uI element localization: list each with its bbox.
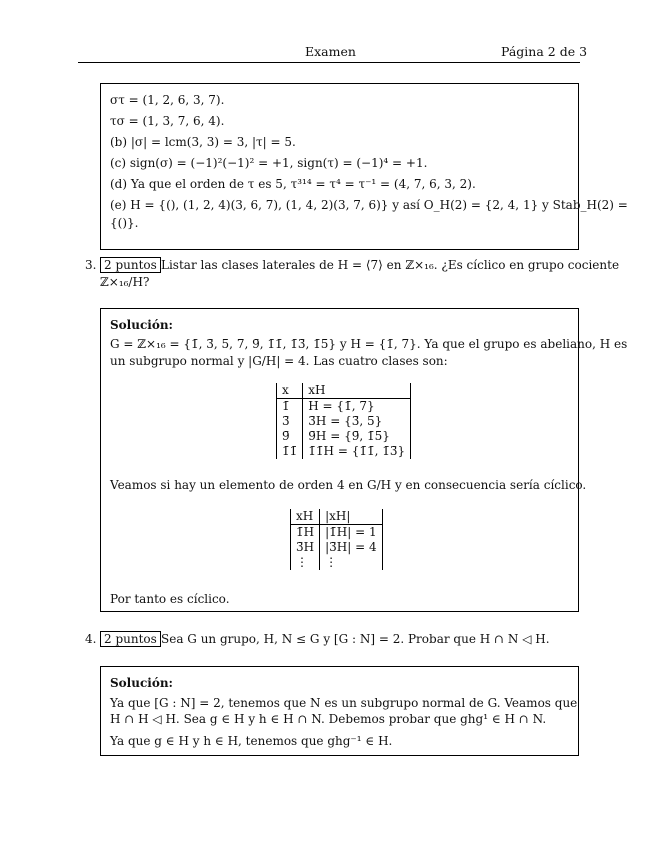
question-3-number: 3. bbox=[85, 258, 97, 272]
sol-line-tau-sigma: τσ = (1, 3, 7, 6, 4). bbox=[110, 114, 225, 128]
header-rule bbox=[78, 62, 580, 63]
question-3-text-cont: ℤ×₁₆/H? bbox=[100, 275, 150, 289]
table-row bbox=[277, 414, 411, 429]
cell-x: 1̄1̄ bbox=[277, 444, 303, 459]
solution-4-line-1: Ya que [G : N] = 2, tenemos que N es un subgrupo normal de G. Veamos que bbox=[110, 696, 578, 710]
solution-3-line-4: Por tanto es cíclico. bbox=[110, 592, 230, 606]
table-row bbox=[277, 429, 411, 444]
question-4-number: 4. bbox=[85, 632, 97, 646]
orders-header-xh: xH bbox=[291, 509, 320, 525]
cosets-header-xh: xH bbox=[303, 383, 411, 399]
solution-3-line-2: un subgrupo normal y |G/H| = 4. Las cuatro clases son: bbox=[110, 354, 448, 368]
question-4-text: Sea G un grupo, H, N ≤ G y [G : N] = 2. Probar que H ∩ N ◁ H. bbox=[161, 632, 550, 646]
question-4-points: 2 puntos bbox=[100, 631, 161, 647]
solution-3-line-3: Veamos si hay un elemento de orden 4 en G/H y en consecuencia sería cíclico. bbox=[110, 478, 587, 492]
cell-x: 1̄ bbox=[277, 399, 303, 415]
table-row bbox=[291, 525, 383, 541]
solution-4-line-3: Ya que g ∈ H y h ∈ H, tenemos que ghg⁻¹ ∈ H. bbox=[110, 734, 393, 748]
cell-order: |3̄H| = 4 bbox=[320, 540, 383, 555]
sol-line-d: (d) Ya que el orden de τ es 5, τ³¹⁴ = τ⁴ = τ⁻¹ = (4, 7, 6, 3, 2). bbox=[110, 177, 476, 191]
table-row bbox=[277, 444, 411, 459]
cosets-header-x: x bbox=[277, 383, 303, 399]
cell-xh: H = {1̄, 7̄} bbox=[303, 399, 411, 415]
table-row bbox=[291, 555, 383, 570]
cell-xh: 3̄H = {3̄, 5̄} bbox=[303, 414, 411, 429]
solution-3-line-1: G = ℤ×₁₆ = {1̄, 3̄, 5̄, 7̄, 9̄, 1̄1̄, 1̄3̄, 1̄5̄} y H = {1̄, 7̄}. Ya que el grupo es abeliano, H es bbox=[110, 337, 628, 351]
cell-coset: ⋮ bbox=[291, 555, 320, 570]
table-row bbox=[277, 399, 411, 415]
sol-line-c: (c) sign(σ) = (−1)²(−1)² = +1, sign(τ) = (−1)⁴ = +1. bbox=[110, 156, 428, 170]
cell-xh: 1̄1̄H = {1̄1̄, 1̄3̄} bbox=[303, 444, 411, 459]
cell-x: 9̄ bbox=[277, 429, 303, 444]
orders-header-order: |xH| bbox=[320, 509, 383, 525]
header-title: Examen bbox=[305, 44, 356, 59]
sol-line-b: (b) |σ| = lcm(3, 3) = 3, |τ| = 5. bbox=[110, 135, 296, 149]
orders-table bbox=[290, 509, 383, 570]
cosets-table bbox=[276, 383, 411, 459]
solution-3-heading: Solución: bbox=[110, 318, 173, 332]
cell-coset: 1̄H bbox=[291, 525, 320, 541]
cell-coset: 3̄H bbox=[291, 540, 320, 555]
solution-4-line-2: H ∩ H ◁ H. Sea g ∈ H y h ∈ H ∩ N. Debemos probar que ghg¹ ∈ H ∩ N. bbox=[110, 712, 547, 726]
cell-order: |1̄H| = 1 bbox=[320, 525, 383, 541]
cell-order: ⋮ bbox=[320, 555, 383, 570]
question-3-points: 2 puntos bbox=[100, 257, 161, 273]
solution-4-heading: Solución: bbox=[110, 676, 173, 690]
sol-line-e: (e) H = {(), (1, 2, 4)(3, 6, 7), (1, 4, 2)(3, 7, 6)} y así O_H(2) = {2, 4, 1} y Stab_H(2) = bbox=[110, 198, 628, 212]
sol-line-e-cont: {()}. bbox=[110, 216, 139, 230]
sol-line-sigma-tau: στ = (1, 2, 6, 3, 7). bbox=[110, 93, 225, 107]
cell-x: 3̄ bbox=[277, 414, 303, 429]
table-row bbox=[291, 540, 383, 555]
cell-xh: 9̄H = {9̄, 1̄5̄} bbox=[303, 429, 411, 444]
page-number: Página 2 de 3 bbox=[501, 44, 588, 59]
question-3-text: Listar las clases laterales de H = ⟨7̄⟩ en ℤ×₁₆. ¿Es cíclico en grupo cociente bbox=[161, 258, 620, 272]
